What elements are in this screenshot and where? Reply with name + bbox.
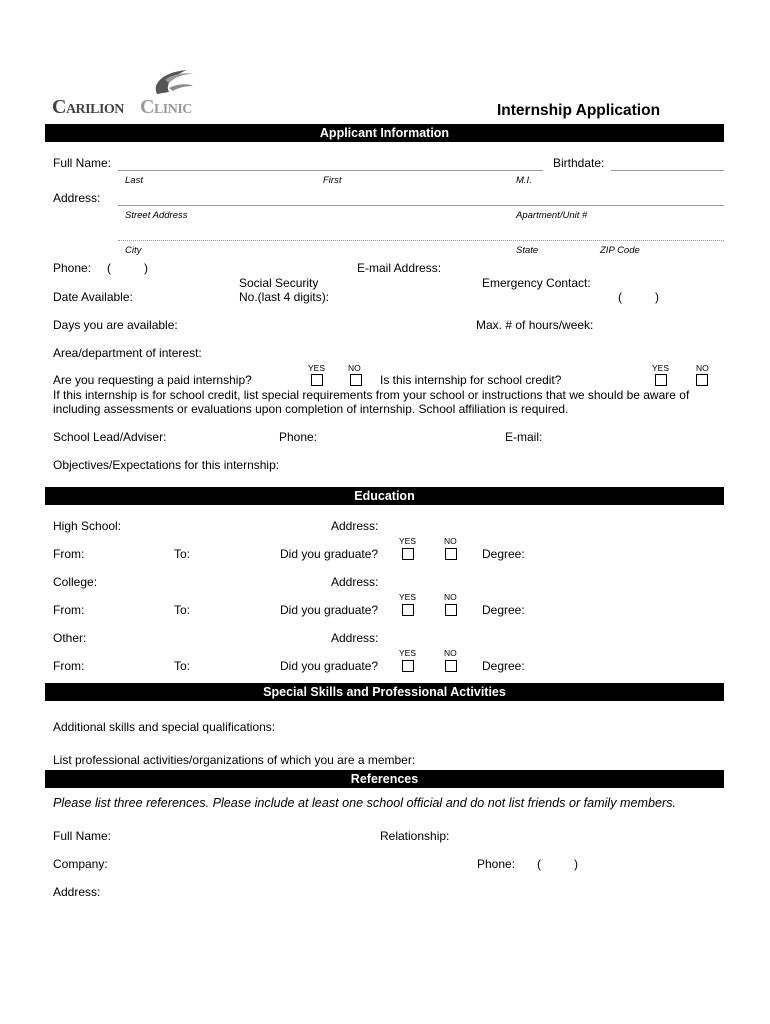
college-degree-label: Degree: [482, 603, 525, 617]
college-to-label: To: [174, 603, 191, 617]
other-to-label: To: [174, 659, 191, 673]
hs-graduate-question: Did you graduate? [280, 547, 379, 561]
phone-paren-open: ( [107, 261, 111, 275]
credit-note-line2: including assessments or evaluations upon completion of internship. School affiliation is required. [53, 402, 569, 416]
other-yes-label: YES [399, 648, 417, 658]
max-hours-label: Max. # of hours/week: [476, 318, 594, 332]
hs-yes-checkbox[interactable] [402, 548, 414, 560]
ssn-label-line1: Social Security [239, 276, 319, 290]
professional-activities-label: List professional activities/organizations of which you are a member: [53, 753, 416, 767]
ref-phone-paren-open: ( [537, 857, 541, 871]
other-yes-checkbox[interactable] [402, 660, 414, 672]
area-interest-label: Area/department of interest: [53, 346, 202, 360]
state-caption: State [516, 245, 539, 256]
other-no-checkbox[interactable] [445, 660, 457, 672]
address-label: Address: [53, 191, 101, 205]
credit-yes-checkbox[interactable] [655, 374, 667, 386]
hs-from-label: From: [53, 547, 85, 561]
section-header-skills: Special Skills and Professional Activities [45, 683, 724, 701]
other-address-label: Address: [331, 631, 379, 645]
logo-word-carilion: Carilion [52, 96, 124, 118]
high-school-address-label: Address: [331, 519, 379, 533]
emergency-paren-close: ) [655, 290, 659, 304]
last-name-caption: Last [125, 175, 143, 186]
hs-to-label: To: [174, 547, 191, 561]
paid-no-label: NO [348, 363, 361, 373]
page-title: Internship Application [497, 102, 661, 119]
street-caption: Street Address [125, 210, 188, 221]
paid-no-checkbox[interactable] [350, 374, 362, 386]
high-school-label: High School: [53, 519, 122, 533]
street-address-field[interactable] [118, 205, 724, 206]
apt-caption: Apartment/Unit # [516, 210, 588, 221]
section-header-references: References [45, 770, 724, 788]
birthdate-field[interactable] [611, 170, 724, 171]
college-no-checkbox[interactable] [445, 604, 457, 616]
ref-phone-paren-close: ) [574, 857, 578, 871]
ssn-label-line2: No.(last 4 digits): [239, 290, 330, 304]
credit-yes-label: YES [652, 363, 670, 373]
hs-degree-label: Degree: [482, 547, 525, 561]
zip-caption: ZIP Code [600, 245, 640, 256]
section-header-applicant: Applicant Information [45, 124, 724, 142]
college-yes-label: YES [399, 592, 417, 602]
hs-no-label: NO [444, 536, 457, 546]
objectives-label: Objectives/Expectations for this internship: [53, 458, 280, 472]
birthdate-label: Birthdate: [553, 156, 605, 170]
hs-yes-label: YES [399, 536, 417, 546]
other-degree-label: Degree: [482, 659, 525, 673]
other-graduate-question: Did you graduate? [280, 659, 379, 673]
logo-word-clinic: Clinic [140, 96, 192, 118]
date-available-label: Date Available: [53, 290, 133, 304]
other-from-label: From: [53, 659, 85, 673]
phone-label: Phone: [53, 261, 92, 275]
other-no-label: NO [444, 648, 457, 658]
days-available-label: Days you are available: [53, 318, 178, 332]
emergency-contact-label: Emergency Contact: [482, 276, 591, 290]
other-school-label: Other: [53, 631, 87, 645]
school-credit-question: Is this internship for school credit? [380, 373, 562, 387]
ref-company-label: Company: [53, 857, 108, 871]
college-no-label: NO [444, 592, 457, 602]
paid-yes-checkbox[interactable] [311, 374, 323, 386]
hs-no-checkbox[interactable] [445, 548, 457, 560]
full-name-field[interactable] [118, 170, 543, 171]
college-graduate-question: Did you graduate? [280, 603, 379, 617]
paid-yes-label: YES [308, 363, 326, 373]
credit-note-line1: If this internship is for school credit, list special requirements from your school or instructions that we should be aware of [53, 388, 690, 402]
ref-phone-label: Phone: [477, 857, 516, 871]
mi-caption: M.I. [516, 175, 532, 186]
college-yes-checkbox[interactable] [402, 604, 414, 616]
section-header-education: Education [45, 487, 724, 505]
lead-email-label: E-mail: [505, 430, 543, 444]
ref-full-name-label: Full Name: [53, 829, 112, 843]
email-label: E-mail Address: [357, 261, 442, 275]
paid-internship-question: Are you requesting a paid internship? [53, 373, 252, 387]
college-from-label: From: [53, 603, 85, 617]
first-name-caption: First [323, 175, 342, 186]
full-name-label: Full Name: [53, 156, 112, 170]
emergency-paren-open: ( [618, 290, 622, 304]
college-label: College: [53, 575, 98, 589]
college-address-label: Address: [331, 575, 379, 589]
school-lead-label: School Lead/Adviser: [53, 430, 167, 444]
carilion-clinic-logo [52, 66, 197, 122]
city-state-zip-field[interactable] [118, 240, 724, 241]
ref-address-label: Address: [53, 885, 101, 899]
references-instructions: Please list three references. Please include at least one school official and do not list friends or family members. [53, 796, 677, 810]
logo-swoosh-icon [147, 66, 197, 98]
phone-paren-close: ) [144, 261, 148, 275]
lead-phone-label: Phone: [279, 430, 318, 444]
credit-no-checkbox[interactable] [696, 374, 708, 386]
additional-skills-label: Additional skills and special qualifications: [53, 720, 276, 734]
credit-no-label: NO [696, 363, 709, 373]
ref-relationship-label: Relationship: [380, 829, 450, 843]
city-caption: City [125, 245, 142, 256]
